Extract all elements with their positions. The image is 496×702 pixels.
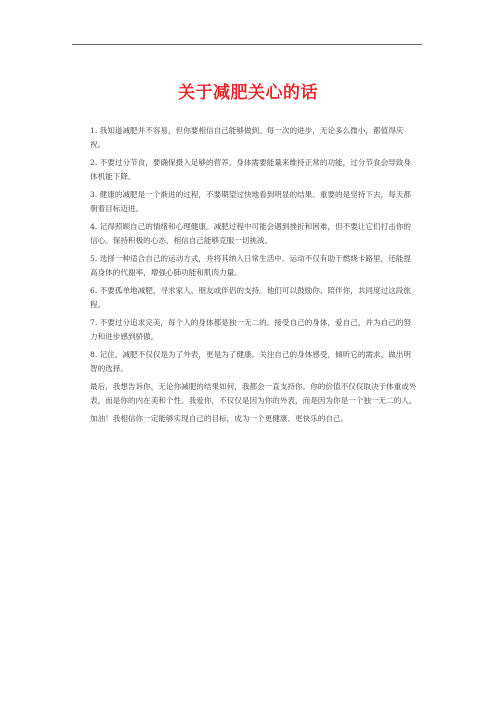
document-title: 关于减肥关心的话 [178,83,318,103]
paragraph-closing: 最后，我想告诉你，无论你减肥的结果如何，我都会一直支持你。你的价值不仅仅取决于体重或外表，而是你的内在美和个性。我爱你，不仅仅是因为你的外表，而是因为你是一个独一无二的人。 [90,382,417,405]
paragraph-5: 5. 选择一种适合自己的运动方式，并将其纳入日常生活中。运动不仅有助于燃烧卡路里，还能提高身体的代谢率，增强心肺功能和肌肉力量。 [90,254,411,277]
header-rule [72,44,422,45]
paragraph-4: 4. 记得照顾自己的情绪和心理健康。减肥过程中可能会遇到挫折和困难，但不要让它们打击你的信心。保持积极的心态，相信自己能够克服一切挑战。 [90,222,411,245]
paragraph-2: 2. 不要过分节食，要确保摄入足够的营养。身体需要能量来维持正常的功能，过分节食会导致身体机能下降。 [90,158,411,181]
paragraph-encouragement: 加油！我相信你一定能够实现自己的目标，成为一个更健康、更快乐的自己。 [90,414,349,423]
paragraph-6: 6. 不要孤单地减肥，寻求家人、朋友或伴侣的支持。他们可以鼓励你、陪伴你，共同度过这段旅程。 [90,286,411,309]
paragraph-7: 7. 不要过分追求完美，每个人的身体都是独一无二的。接受自己的身体，爱自己，并为自己的努力和进步感到骄傲。 [90,318,411,341]
paragraph-3: 3. 健康的减肥是一个渐进的过程，不要期望过快地看到明显的结果。重要的是坚持下去，每天都朝着目标迈进。 [90,190,411,213]
document-body [90,124,418,430]
paragraph-1: 1. 我知道减肥并不容易，但你要相信自己能够做到。每一次的进步，无论多么微小，都值得庆祝。 [90,126,404,149]
paragraph-8: 8. 记住，减肥不仅仅是为了外表，更是为了健康。关注自己的身体感受，倾听它的需求，做出明智的选择。 [90,350,411,373]
